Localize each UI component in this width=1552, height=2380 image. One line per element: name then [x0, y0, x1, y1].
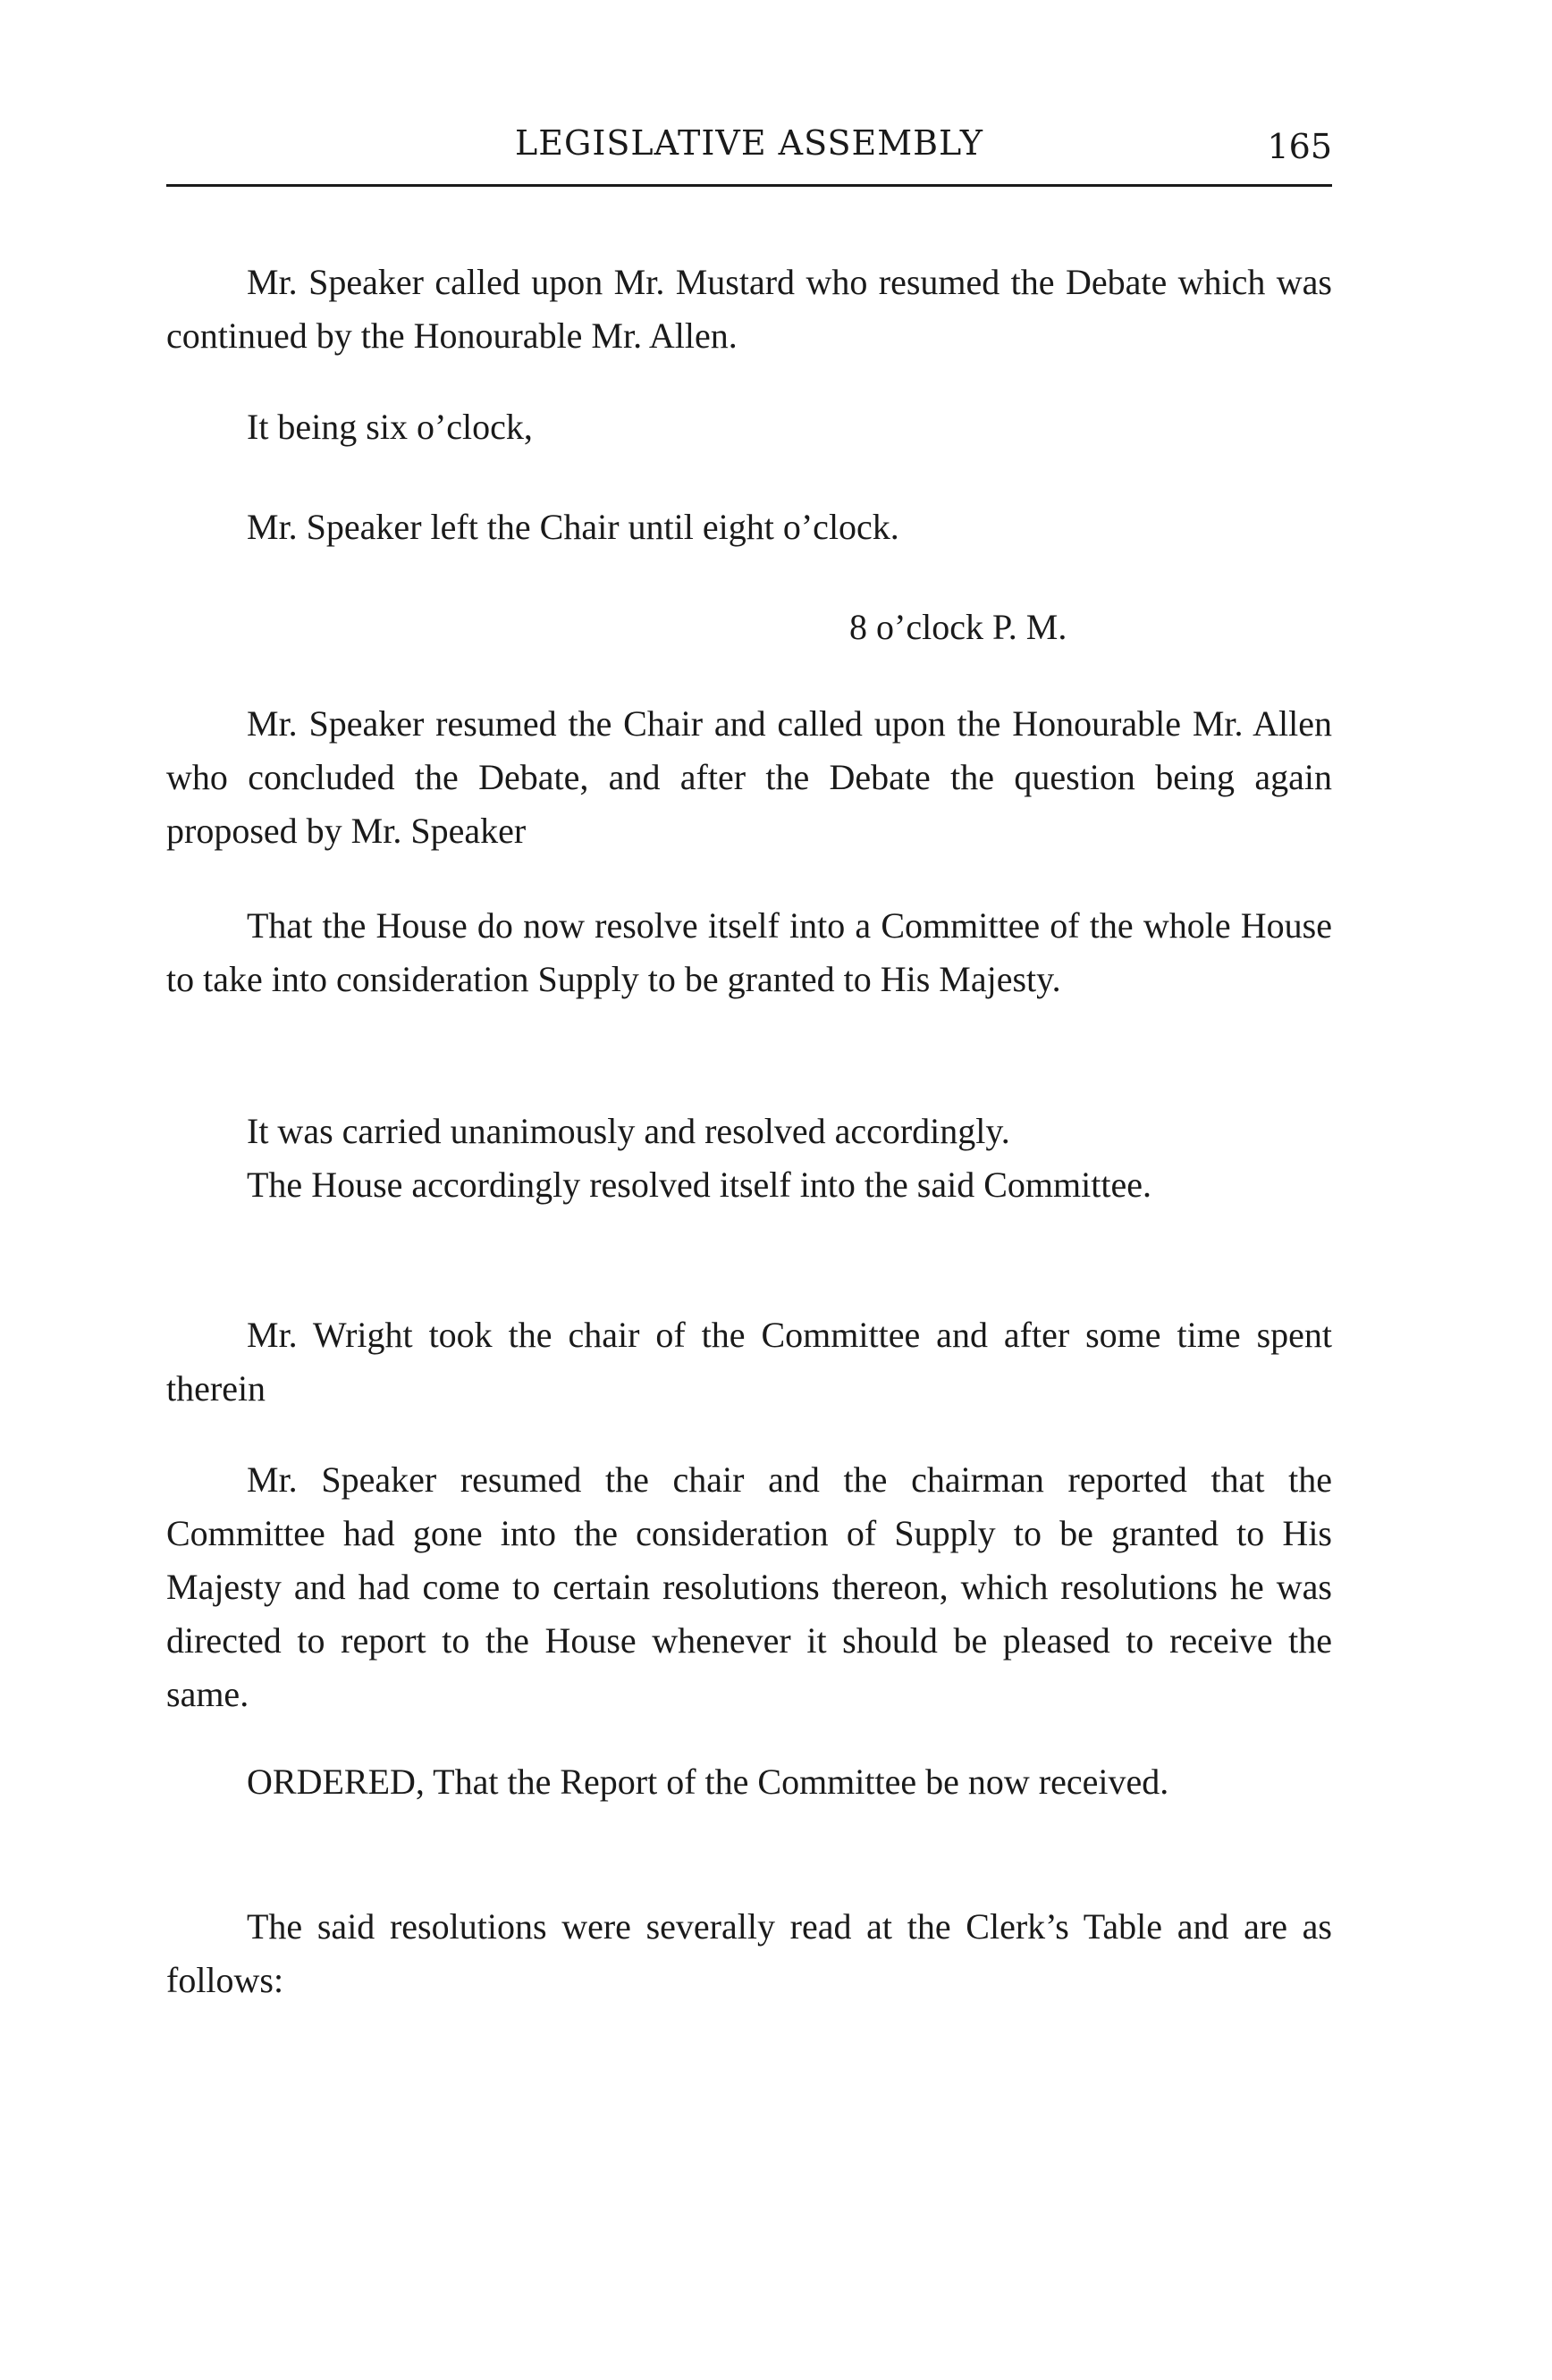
paragraph-six-oclock: It being six o’clock, — [247, 407, 533, 447]
running-title: LEGISLATIVE ASSEMBLY — [515, 123, 983, 163]
page-header — [166, 114, 1332, 186]
time-heading: 8 o’clock P. M. — [849, 607, 1067, 647]
paragraph-resumed-chair: Mr. Speaker resumed the Chair and called upon the Honourable Mr. Allen who concluded the Debate, and after the Debate the question being again proposed by Mr. Speaker — [166, 703, 1332, 851]
paragraph-debate-resumed: Mr. Speaker called upon Mr. Mustard who resumed the Debate which was continued by the Honourable Mr. Allen. — [166, 262, 1332, 356]
paragraph-resolutions-read: The said resolutions were severally read at the Clerk’s Table and are as follows: — [166, 1906, 1332, 2000]
paragraph-carried: It was carried unanimously and resolved accordingly. — [247, 1111, 1010, 1151]
page-number: 165 — [1267, 127, 1332, 166]
paragraph-chairman-reported: Mr. Speaker resumed the chair and the chairman reported that the Committee had gone into the consideration of Supply to be granted to His Majesty and had come to certain resolutions thereon, which resolutions he was directed to report to the House whenever it should be pleased to receive the same. — [166, 1459, 1332, 1714]
paragraph-motion-committee: That the House do now resolve itself into a Committee of the whole House to take into consideration Supply to be granted to His Majesty. — [166, 905, 1332, 999]
header-rule — [166, 184, 1332, 187]
paragraph-house-resolved: The House accordingly resolved itself into the said Committee. — [247, 1165, 1151, 1205]
paragraph-ordered: ORDERED, That the Report of the Committee be now received. — [247, 1762, 1169, 1802]
paragraph-left-chair: Mr. Speaker left the Chair until eight o’clock. — [247, 507, 899, 547]
paragraph-wright-chair: Mr. Wright took the chair of the Committee and after some time spent therein — [166, 1315, 1332, 1409]
